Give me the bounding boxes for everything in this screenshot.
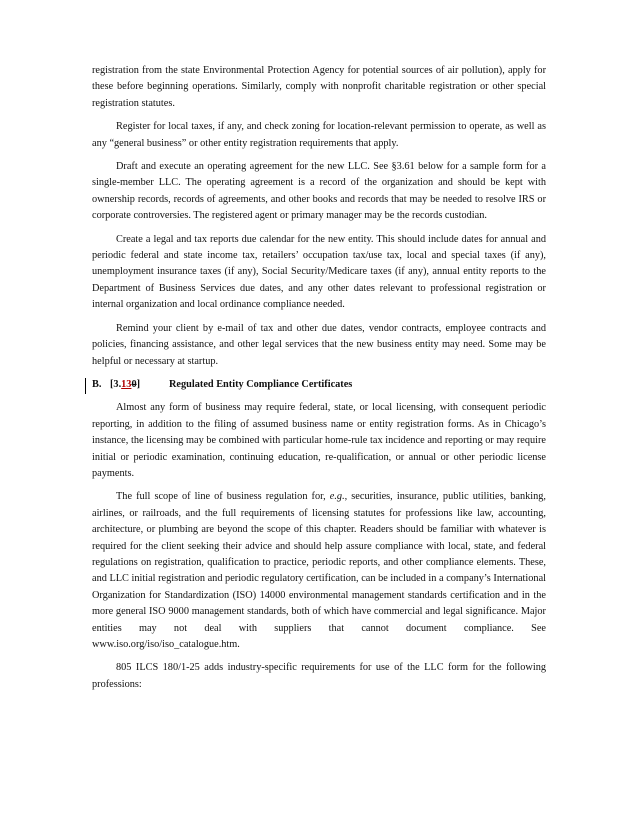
paragraph-ilcs-professions: 805 ILCS 180/1-25 adds industry-specific requirements for use of the LLC form for the following professions: xyxy=(92,662,546,690)
paragraph-operating-agreement: Draft and execute an operating agreement for the new LLC. See §3.61 below for a sample form for a single-member LLC. The operating agreement is a record of the organization and should be kept with ownership records, records of agreements, and other books and records that may be needed to resolve IRS or corporate controversies. The registered agent or primary manager may be the records custodian. xyxy=(92,161,546,222)
paragraph-regulation-scope xyxy=(92,489,546,653)
paragraph-reports-calendar: Create a legal and tax reports due calendar for the new entity. This should include dates for annual and periodic federal and state income tax, retailers’ occupation tax/use tax, local and special taxes (if any), unemployment insurance taxes (if any), Social Security/Medicare taxes (if any), annual entity reports to the Department of Business Services due dates, and any other dates relevant to professional registration or internal organization and local ordinance compliance needed. xyxy=(92,233,546,311)
paragraph-local-taxes: Register for local taxes, if any, and check zoning for location-relevant permission to operate, as well as any “general business” or other entity registration requirements that apply. xyxy=(92,121,546,149)
section-ref-open: [3. xyxy=(110,378,122,390)
regulation-scope-rest: securities, insurance, public utilities, banking, airlines, or railroads, and the full requirements of licensing statutes for professions like law, accounting, architecture, or plumbing are beyond the scope of this chapter. Readers should be familiar with whatever is required for the client seeking their advice and should help assure compliance with local, state, and federal regulations on registration, qualification to practice, periodic reports, and other compliance elements. These, and LLC initial registration and periodic regulatory certification, can be included in a company’s International Organization for Standardization (ISO) 14000 environmental management standards certification and in the more general ISO 9000 management standards, both of which have commercial and legal significance. Major entities may not deal with suppliers that cannot document compliance. See www.iso.org/iso/iso_catalogue.htm. xyxy=(92,491,547,650)
section-ref-deleted: 0 xyxy=(131,378,137,390)
section-ref-close: ] xyxy=(136,378,141,390)
section-ref-inserted: 13 xyxy=(121,378,132,390)
regulation-scope-start: The full scope of line of business regulation for, xyxy=(116,491,330,503)
section-letter: B. xyxy=(92,378,102,390)
section-heading xyxy=(92,377,546,393)
paragraph-epa-registration: registration from the state Environmental Protection Agency for potential sources of air pollution), apply for these before beginning operations. Similarly, comply with nonprofit charitable registration or other special registration statutes. xyxy=(92,65,546,109)
change-bar xyxy=(85,378,86,394)
page-body xyxy=(92,63,546,700)
section-reference xyxy=(110,377,169,393)
regulation-scope-eg: e.g., xyxy=(329,491,348,503)
section-title: Regulated Entity Compliance Certificates xyxy=(169,378,353,390)
paragraph-remind-client: Remind your client by e-mail of tax and other due dates, vendor contracts, employee contracts and policies, financing assistance, and other legal services that the new business entity may need. Some may be helpful or necessary at startup. xyxy=(92,322,546,367)
paragraph-licensing: Almost any form of business may require federal, state, or local licensing, with consequent periodic reporting, in addition to the filing of assumed business name or entity registration forms. As in Chicago’s instance, the licensing may be combined with particular home-rule tax incidence and reporting or may require initial or periodic examination, continuing education, re-qualification, or annual or other periodic license payments. xyxy=(92,402,546,479)
